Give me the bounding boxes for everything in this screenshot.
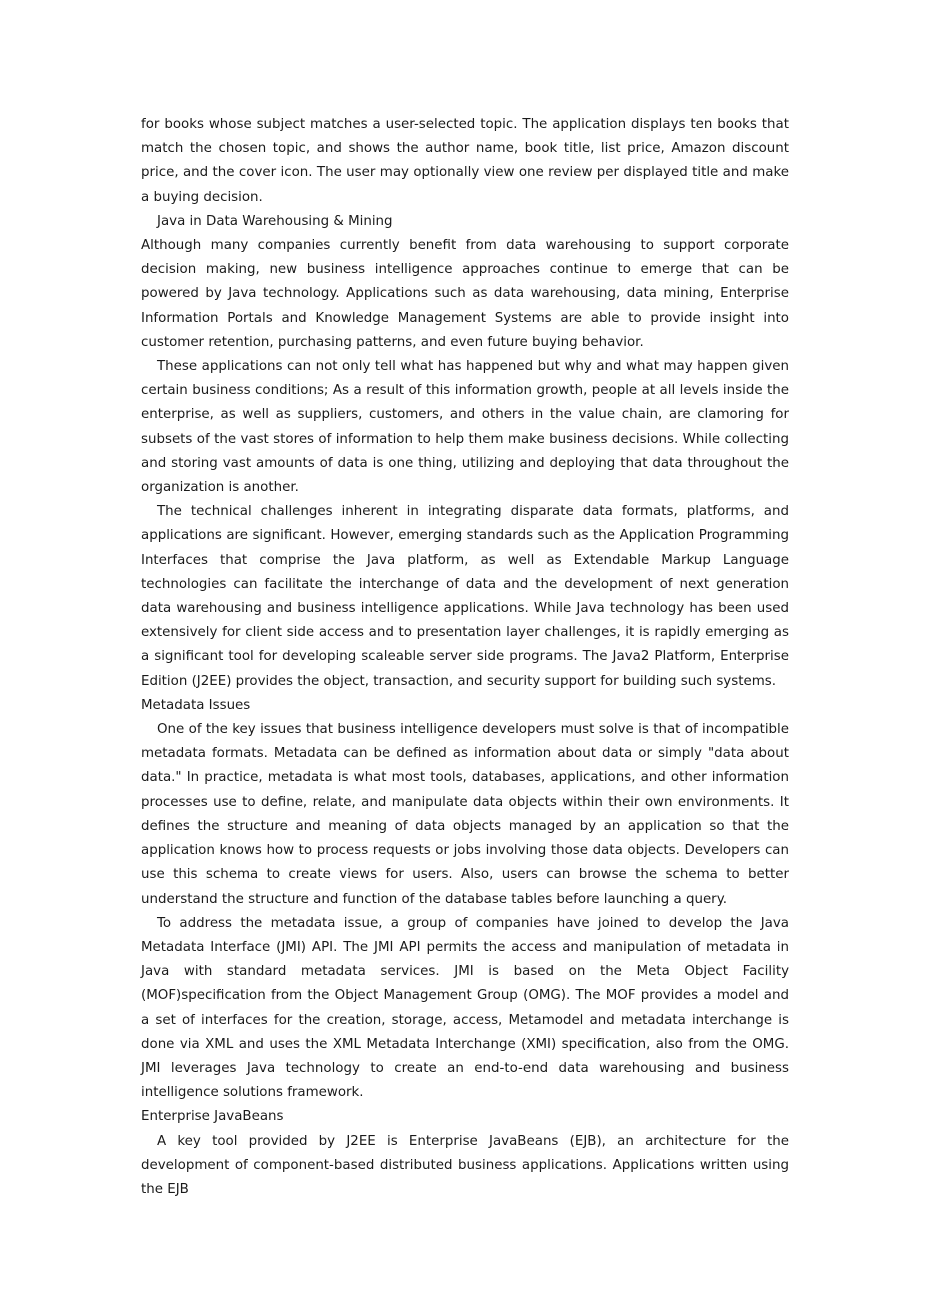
paragraph-technical-challenges: The technical challenges inherent in integrating disparate data formats, platforms, and applications are significant. However, emerging standards such as the Application Programming Interfaces that comprise the Java platform, as well as Extendable Markup Language technologies can facilitate the interchange of data and the development of next generation data warehousing and business intelligence applications. While Java technology has been used extensively for client side access and to presentation layer challenges, it is rapidly emerging as a significant tool for developing scaleable server side programs. The Java2 Platform, Enterprise Edition (J2EE) provides the object, transaction, and security support for building such systems.	[141, 504, 789, 689]
paragraph-book-search: for books whose subject matches a user-selected topic. The application displays ten books that match the chosen topic, and shows the author name, book title, list price, Amazon discount price, and the cover icon. The user may optionally view one review per displayed title and make a buying decision.	[141, 117, 789, 205]
document-page	[141, 113, 789, 1202]
paragraph-applications-tell: These applications can not only tell what has happened but why and what may happen given certain business conditions; As a result of this information growth, people at all levels inside the enterprise, as well as suppliers, customers, and others in the value chain, are clamoring for subsets of the vast stores of information to help them make business decisions. While collecting and storing vast amounts of data is one thing, utilizing and deploying that data throughout the organization is another.	[141, 359, 789, 496]
paragraph-business-intelligence: Although many companies currently benefit from data warehousing to support corporate decision making, new business intelligence approaches continue to emerge that can be powered by Java technology. Applications such as data warehousing, data mining, Enterprise Information Portals and Knowledge Management Systems are able to provide insight into customer retention, purchasing patterns, and even future buying behavior.	[141, 238, 789, 350]
paragraph-ejb: A key tool provided by J2EE is Enterprise JavaBeans (EJB), an architecture for the development of component-based distributed business applications. Applications written using the EJB	[141, 1133, 789, 1197]
paragraph-jmi-api: To address the metadata issue, a group of companies have joined to develop the Java Metadata Interface (JMI) API. The JMI API permits the access and manipulation of metadata in Java with standard metadata services. JMI is based on the Meta Object Facility (MOF)specification from the Object Management Group (OMG). The MOF provides a model and a set of interfaces for the creation, storage, access, Metamodel and metadata interchange is done via XML and uses the XML Metadata Interchange (XMI) specification, also from the OMG. JMI leverages Java technology to create an end-to-end data warehousing and business intelligence solutions framework.	[141, 915, 789, 1101]
heading-enterprise-javabeans: Enterprise JavaBeans	[141, 1109, 284, 1125]
heading-java-data-warehousing: Java in Data Warehousing & Mining	[157, 213, 393, 229]
paragraph-metadata-formats: One of the key issues that business intelligence developers must solve is that of incompatible metadata formats. Metadata can be defined as information about data or simply "data about data." In practice, metadata is what most tools, databases, applications, and other information processes use to define, relate, and manipulate data objects within their own environments. It defines the structure and meaning of data objects managed by an application so that the application knows how to process requests or jobs involving those data objects. Developers can use this schema to create views for users. Also, users can browse the schema to better understand the structure and function of the database tables before launching a query.	[141, 722, 789, 907]
heading-metadata-issues: Metadata Issues	[141, 697, 251, 713]
